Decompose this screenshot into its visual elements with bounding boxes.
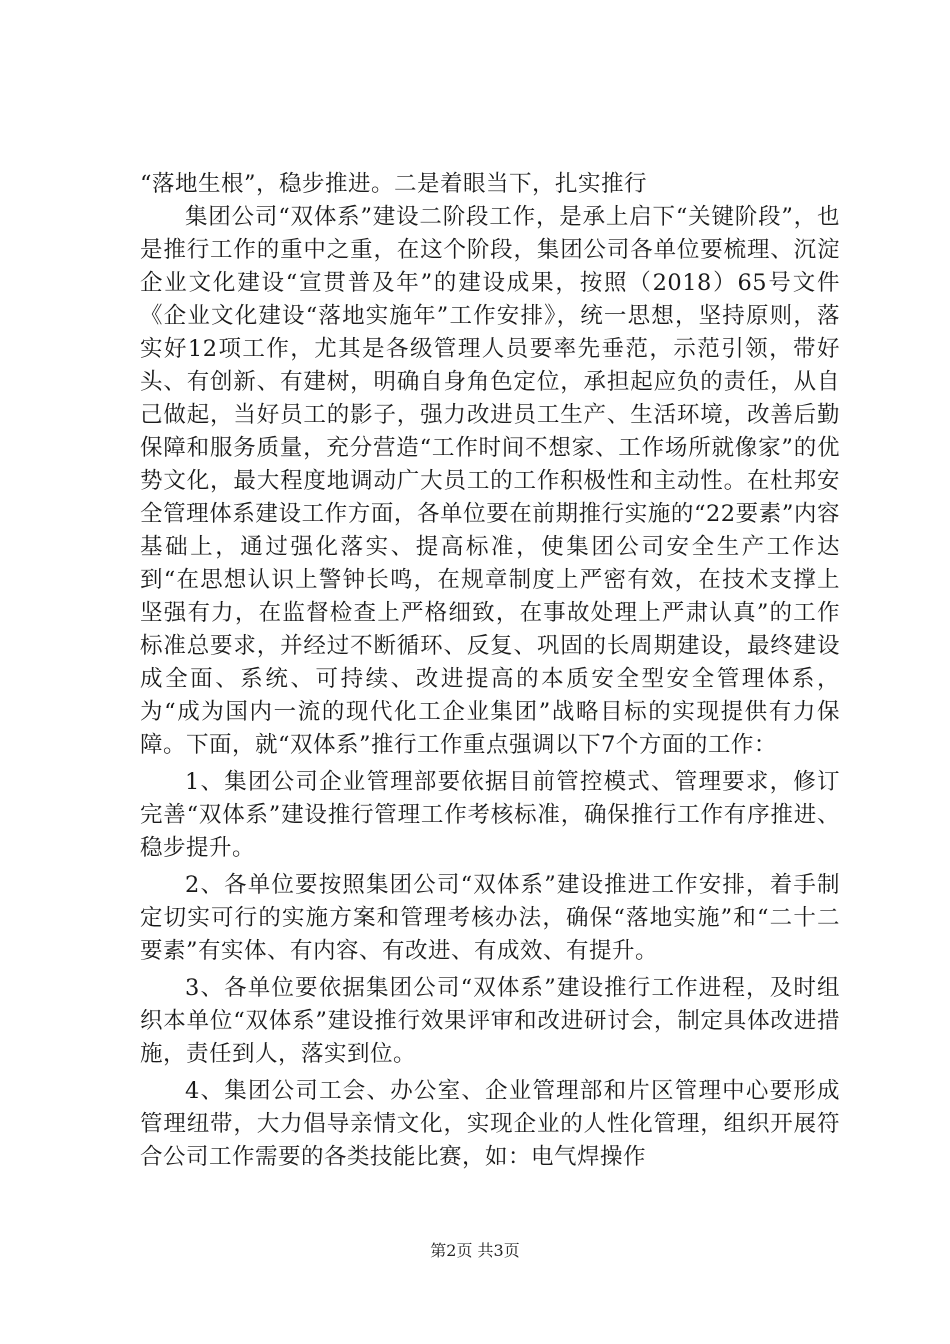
list-item-1: 1、集团公司企业管理部要依据目前管控模式、管理要求，修订完善“双体系”建设推行管理工作考核标准，确保推行工作有序推进、稳步提升。 [140,769,840,861]
paragraph-main: 集团公司“双体系”建设二阶段工作，是承上启下“关键阶段”，也是推行工作的重中之重，在这个阶段，集团公司各单位要梳理、沉淀企业文化建设“宣贯普及年”的建设成果，按照（2018）65号文件《企业文化建设“落地实施年”工作安排》，统一思想，坚持原则，落实好12项工作，尤其是各级管理人员要率先垂范，示范引领，带好头、有创新、有建树，明确自身角色定位，承担起应负的责任，从自己做起，当好员工的影子，强力改进员工生产、生活环境，改善后勤保障和服务质量，充分营造“工作时间不想家、工作场所就像家”的优势文化，最大程度地调动广大员工的工作积极性和主动性。在杜邦安全管理体系建设工作方面，各单位要在前期推行实施的“22要素”内容基础上，通过强化落实、提高标准，使集团公司安全生产工作达到“在思想认识上警钟长鸣，在规章制度上严密有效，在技术支撑上坚强有力，在监督检查上严格细致，在事故处理上严肃认真”的工作标准总要求，并经过不断循环、反复、巩固的长周期建设，最终建设成全面、系统、可持续、改进提高的本质安全型安全管理体系，为“成为国内一流的现代化工企业集团”战略目标的实现提供有力保障。下面，就“双体系”推行工作重点强调以下7个方面的工作： [140,204,840,758]
list-item-4: 4、集团公司工会、办公室、企业管理部和片区管理中心要形成管理纽带，大力倡导亲情文化，实现企业的人性化管理，组织开展符合公司工作需要的各类技能比赛，如：电气焊操作 [140,1078,840,1170]
paragraph-continuation: “落地生根”，稳步推进。二是着眼当下，扎实推行 [140,171,648,197]
document-body [140,168,840,1174]
list-item-2: 2、各单位要按照集团公司“双体系”建设推进工作安排，着手制定切实可行的实施方案和管理考核办法，确保“落地实施”和“二十二要素”有实体、有内容、有改进、有成效、有提升。 [140,872,840,964]
page-footer: 第2页 共3页 [430,1241,520,1260]
list-item-3: 3、各单位要依据集团公司“双体系”建设推行工作进程，及时组织本单位“双体系”建设推行效果评审和改进研讨会，制定具体改进措施，责任到人，落实到位。 [140,975,840,1067]
